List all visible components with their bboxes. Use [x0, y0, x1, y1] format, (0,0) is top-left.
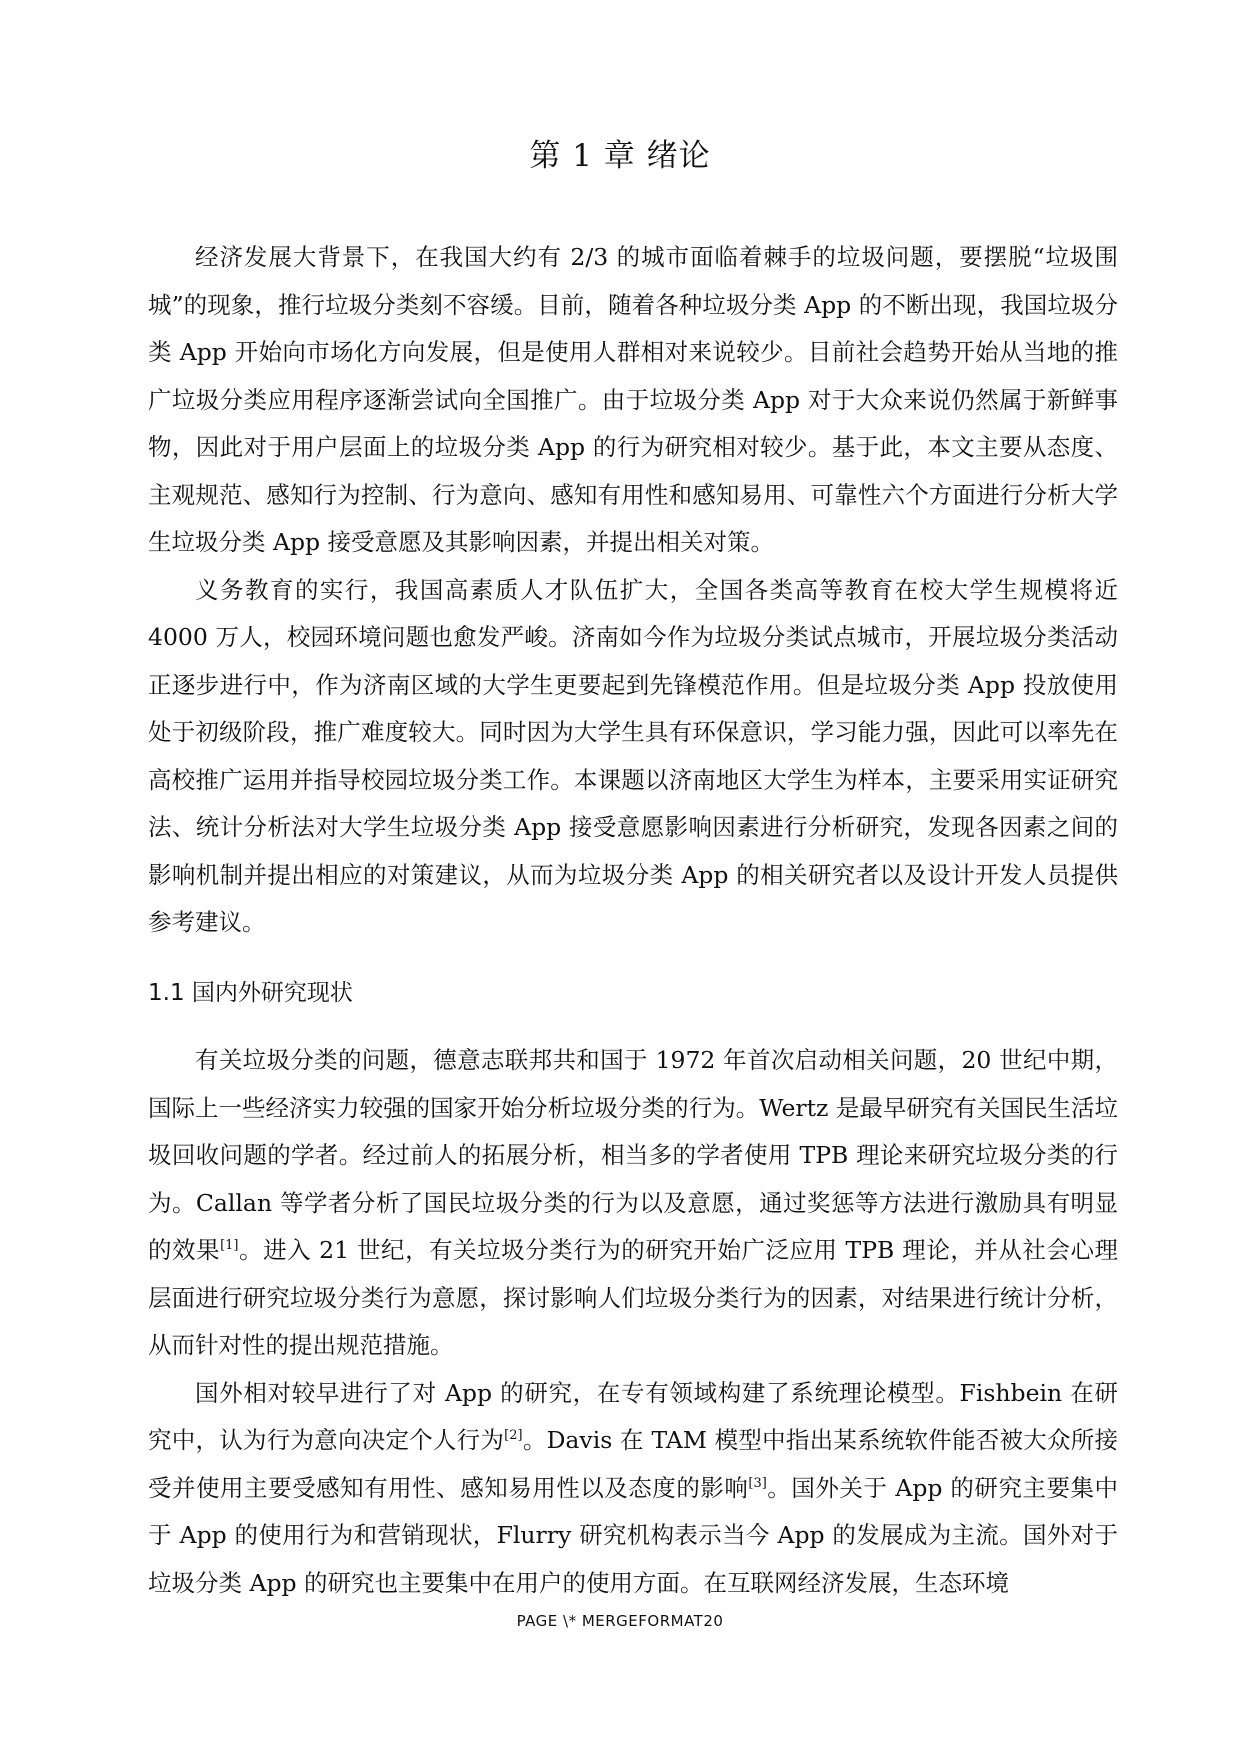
paragraph-text: 国外相对较早进行了对 App 的研究，在专有领域构建了系统理论模型。Fishbein 在研究中，认为行为意向决定个人行为: [148, 1378, 1118, 1454]
page-footer: PAGE \* MERGEFORMAT20: [516, 1612, 724, 1630]
intro-section: [148, 234, 1118, 947]
research-paragraph-2: [148, 1370, 1118, 1608]
intro-paragraph-1: 经济发展大背景下，在我国大约有 2/3 的城市面临着棘手的垃圾问题，要摆脱“垃圾围城”的现象，推行垃圾分类刻不容缓。目前，随着各种垃圾分类 App 的不断出现，我国垃圾分类 App 开始向市场化方向发展，但是使用人群相对来说较少。目前社会趋势开始从当地的推广垃圾分类应用程序逐渐尝试向全国推广。由于垃圾分类 App 对于大众来说仍然属于新鲜事物，因此对于用户层面上的垃圾分类 App 的行为研究相对较少。基于此，本文主要从态度、主观规范、感知行为控制、行为意向、感知有用性和感知易用、可靠性六个方面进行分析大学生垃圾分类 App 接受意愿及其影响因素，并提出相关对策。: [148, 243, 1118, 556]
research-paragraph-1: [148, 1037, 1118, 1370]
paragraph-text: 有关垃圾分类的问题，德意志联邦共和国于 1972 年首次启动相关问题，20 世纪中期，国际上一些经济实力较强的国家开始分析垃圾分类的行为。Wertz 是最早研究有关国民生活垃圾回收问题的学者。经过前人的拓展分析，相当多的学者使用 TPB 理论来研究垃圾分类的行为。Callan 等学者分析了国民垃圾分类的行为以及意愿，通过奖惩等方法进行激励具有明显的效果: [148, 1046, 1118, 1264]
paragraph-text: 。Davis 在 TAM 模型中指出某系统软件能否被大众所接受并使用主要受感知有用性、感知易用性以及态度的影响: [148, 1426, 1118, 1502]
section-1-1-body: [148, 1037, 1118, 1607]
section-heading-1-1: 1.1 国内外研究现状: [148, 980, 353, 1006]
intro-paragraph-2: 义务教育的实行，我国高素质人才队伍扩大，全国各类高等教育在校大学生规模将近 4000 万人，校园环境问题也愈发严峻。济南如今作为垃圾分类试点城市，开展垃圾分类活动正逐步进行中，作为济南区域的大学生更要起到先锋模范作用。但是垃圾分类 App 投放使用处于初级阶段，推广难度较大。同时因为大学生具有环保意识，学习能力强，因此可以率先在高校推广运用并指导校园垃圾分类工作。本课题以济南地区大学生为样本，主要采用实证研究法、统计分析法对大学生垃圾分类 App 接受意愿影响因素进行分析研究，发现各因素之间的影响机制并提出相应的对策建议，从而为垃圾分类 App 的相关研究者以及设计开发人员提供参考建议。: [148, 575, 1118, 936]
citation-ref-1: [1]: [220, 1238, 239, 1254]
paragraph-text: 。国外关于 App 的研究主要集中于 App 的使用行为和营销现状，Flurry 研究机构表示当今 App 的发展成为主流。国外对于垃圾分类 App 的研究也主要集中在用户的使用方面。在互联网经济发展，生态环境: [148, 1473, 1119, 1597]
citation-ref-2: [2]: [504, 1428, 523, 1444]
paragraph-text: 。进入 21 世纪，有关垃圾分类行为的研究开始广泛应用 TPB 理论，并从社会心理层面进行研究垃圾分类行为意愿，探讨影响人们垃圾分类行为的因素，对结果进行统计分析，从而针对性的提出规范措施。: [148, 1236, 1119, 1359]
citation-ref-3: [3]: [748, 1475, 767, 1491]
chapter-title: 第 1 章 绪论: [529, 138, 711, 174]
